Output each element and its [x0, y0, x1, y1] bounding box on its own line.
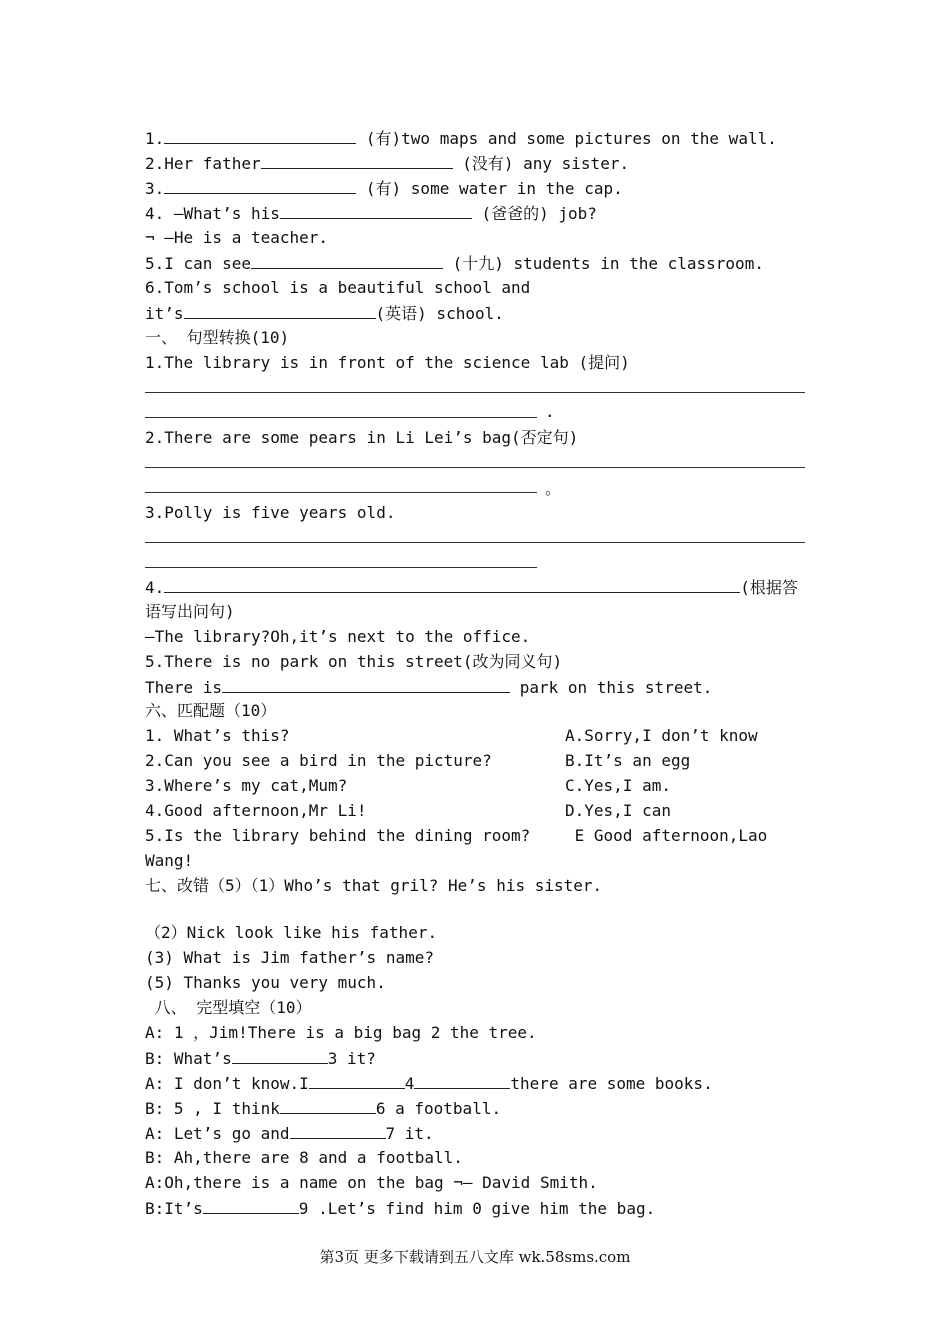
matching-right-e: E Good afternoon,Lao	[565, 826, 768, 845]
cloze-line: A: Let’s go and 7 it.	[145, 1124, 434, 1143]
matching-right-b: B.It’s an egg	[565, 751, 691, 770]
answer-line[interactable]	[145, 492, 537, 493]
correction-item: (5) Thanks you very much.	[145, 973, 386, 992]
answer-blank[interactable]	[222, 677, 510, 693]
answer-line[interactable]	[145, 467, 805, 468]
transform-q5: 5.There is no park on this street(改为同义句)	[145, 652, 563, 671]
cloze-line: B: Ah,there are 8 and a football.	[145, 1148, 463, 1167]
matching-right-c: C.Yes,I am.	[565, 776, 671, 795]
matching-wrap: Wang!	[145, 851, 194, 870]
answer-line[interactable]	[145, 567, 537, 568]
fill-q6-cont: it’s (英语) school.	[145, 304, 504, 323]
answer-blank[interactable]	[164, 577, 740, 593]
fill-q1: 1. (有)two maps and some pictures on the wall.	[145, 129, 777, 148]
cloze-line: B:It’s 9 .Let’s find him 0 give him the bag.	[145, 1199, 656, 1218]
answer-blank[interactable]	[414, 1073, 510, 1089]
correction-item: （2）Nick look like his father.	[145, 923, 438, 942]
cloze-line: B: What’s 3 it?	[145, 1049, 376, 1068]
fill-q6: 6.Tom’s school is a beautiful school and	[145, 278, 531, 297]
matching-right-a: A.Sorry,I don’t know	[565, 726, 758, 745]
fill-q2: 2.Her father (没有) any sister.	[145, 154, 630, 173]
fill-q5: 5.I can see (十九) students in the classroom.	[145, 254, 764, 273]
cloze-line: B: 5 , I think 6 a football.	[145, 1099, 502, 1118]
transform-q4-cont: 语写出问句)	[145, 602, 235, 621]
fill-q4: 4. —What’s his (爸爸的) job?	[145, 204, 597, 223]
section-heading-matching: 六、匹配题（10）	[145, 701, 277, 720]
transform-q1-end: .	[545, 402, 555, 421]
correction-item: (3) What is Jim father’s name?	[145, 948, 434, 967]
cloze-line: A:Oh,there is a name on the bag ¬— David Smith.	[145, 1173, 598, 1192]
page-footer: 第3页 更多下载请到五八文库 wk.58sms.com	[319, 1248, 631, 1266]
matching-left-1: 1. What’s this?	[145, 726, 290, 745]
answer-blank[interactable]	[184, 303, 376, 319]
matching-left-4: 4.Good afternoon,Mr Li!	[145, 801, 367, 820]
section-heading-correction: 七、改错（5）（1）Who’s that gril? He’s his sister.	[145, 876, 603, 895]
fill-q3: 3. (有) some water in the cap.	[145, 179, 623, 198]
cloze-line: A: I don’t know.I 4 there are some books.	[145, 1074, 713, 1093]
answer-line[interactable]	[145, 542, 805, 543]
answer-blank[interactable]	[251, 253, 443, 269]
section-heading-cloze: 八、 完型填空（10）	[145, 998, 312, 1017]
matching-left-5: 5.Is the library behind the dining room?	[145, 826, 531, 845]
cloze-line: A: 1 ，Jim!There is a big bag 2 the tree.	[145, 1023, 537, 1042]
transform-q2-end: 。	[545, 479, 562, 498]
transform-q4: 4. (根据答	[145, 578, 798, 597]
answer-blank[interactable]	[290, 1123, 386, 1139]
transform-q3: 3.Polly is five years old.	[145, 503, 396, 522]
answer-blank[interactable]	[309, 1073, 405, 1089]
transform-q5-answer: There is park on this street.	[145, 678, 713, 697]
answer-blank[interactable]	[232, 1048, 328, 1064]
answer-blank[interactable]	[164, 128, 356, 144]
transform-q4-dialogue: —The library?Oh,it’s next to the office.	[145, 627, 531, 646]
matching-left-2: 2.Can you see a bird in the picture?	[145, 751, 492, 770]
answer-blank[interactable]	[261, 153, 453, 169]
answer-blank[interactable]	[164, 178, 356, 194]
section-heading-transform: 一、 句型转换(10)	[145, 328, 290, 347]
transform-q2: 2.There are some pears in Li Lei’s bag(否定句)	[145, 428, 579, 447]
matching-left-3: 3.Where’s my cat,Mum?	[145, 776, 348, 795]
transform-q1: 1.The library is in front of the science lab (提问)	[145, 353, 630, 372]
answer-blank[interactable]	[280, 203, 472, 219]
answer-blank[interactable]	[280, 1098, 376, 1114]
answer-line[interactable]	[145, 417, 537, 418]
matching-right-d: D.Yes,I can	[565, 801, 671, 820]
fill-q4-answer: ¬ —He is a teacher.	[145, 228, 329, 247]
answer-blank[interactable]	[203, 1198, 299, 1214]
answer-line[interactable]	[145, 392, 805, 393]
